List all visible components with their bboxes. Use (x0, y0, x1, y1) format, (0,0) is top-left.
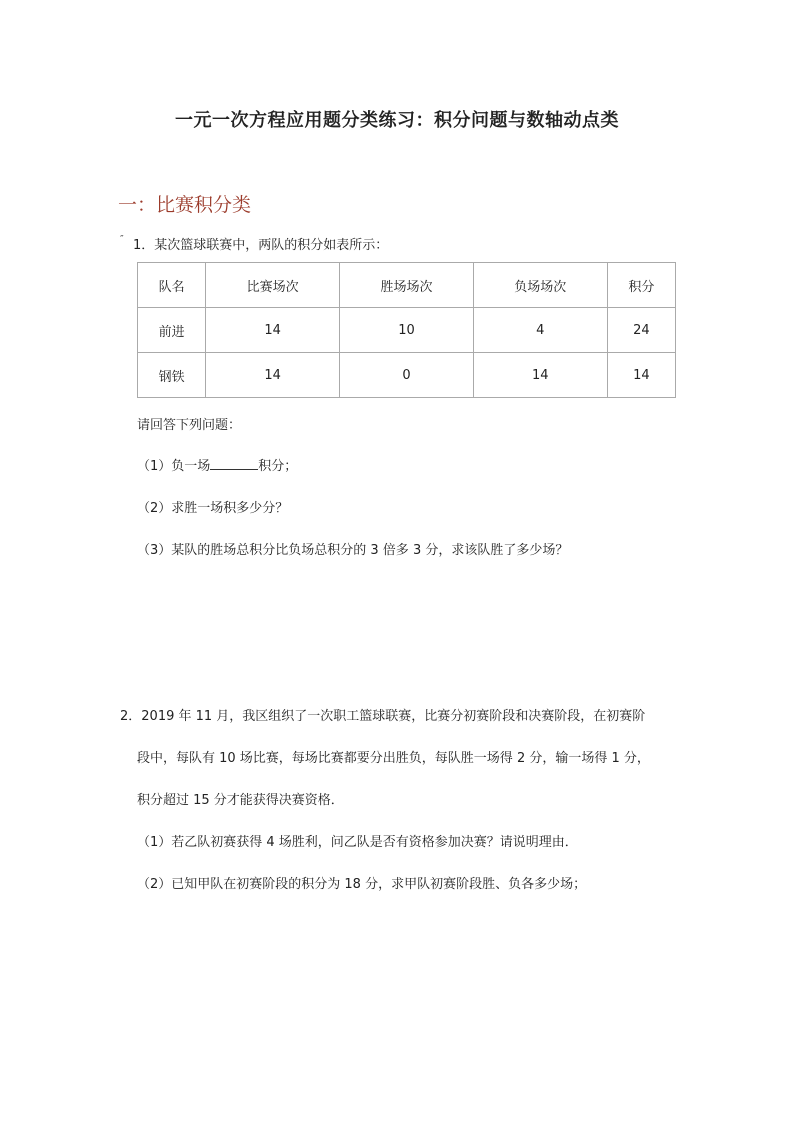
question-1-prompt: 请回答下列问题： (137, 418, 242, 433)
question-1-part-3: （3）某队的胜场总积分比负场总积分的 3 倍多 3 分，求该队胜了多少场？ (137, 543, 569, 558)
question-1-part-1 (137, 455, 297, 474)
table-cell: 14 (607, 353, 675, 398)
table-header-row (138, 263, 676, 308)
answer-blank (210, 457, 258, 470)
table-row (138, 308, 676, 353)
table-header-cell: 胜场场次 (340, 263, 474, 308)
section-heading: 一：比赛积分类 (118, 194, 252, 216)
question-1-part-2: （2）求胜一场积多少分？ (137, 501, 289, 516)
table-cell: 钢铁 (138, 353, 206, 398)
question-1-stem: 1．某次篮球联赛中，两队的积分如表所示： (133, 238, 389, 253)
table-header-cell: 积分 (607, 263, 675, 308)
question-2-line-2: 段中，每队有 10 场比赛，每场比赛都要分出胜负，每队胜一场得 2 分，输一场得 1 分， (137, 751, 650, 766)
table-header-cell: 比赛场次 (206, 263, 340, 308)
part-1-text-b: 积分； (258, 459, 298, 474)
table-cell: 4 (473, 308, 607, 353)
question-mark: ″ (120, 234, 124, 245)
table-cell: 14 (206, 353, 340, 398)
table-cell: 10 (340, 308, 474, 353)
table-cell: 0 (340, 353, 474, 398)
table-header-cell: 队名 (138, 263, 206, 308)
table-cell: 前进 (138, 308, 206, 353)
table-header-cell: 负场场次 (473, 263, 607, 308)
question-2-part-1: （1）若乙队初赛获得 4 场胜利，问乙队是否有资格参加决赛？请说明理由． (137, 835, 578, 850)
table-cell: 14 (206, 308, 340, 353)
score-table (137, 262, 676, 398)
page-title: 一元一次方程应用题分类练习：积分问题与数轴动点类 (175, 110, 619, 131)
table-cell: 14 (473, 353, 607, 398)
question-2-part-2: （2）已知甲队在初赛阶段的积分为 18 分，求甲队初赛阶段胜、负各多少场； (137, 877, 587, 892)
question-2-line-3: 积分超过 15 分才能获得决赛资格． (137, 793, 344, 808)
question-2-line-1: 2．2019 年 11 月，我区组织了一次职工篮球联赛，比赛分初赛阶段和决赛阶段，在初赛阶 (120, 709, 646, 724)
table-row (138, 353, 676, 398)
table-cell: 24 (607, 308, 675, 353)
part-1-text-a: （1）负一场 (137, 459, 211, 474)
